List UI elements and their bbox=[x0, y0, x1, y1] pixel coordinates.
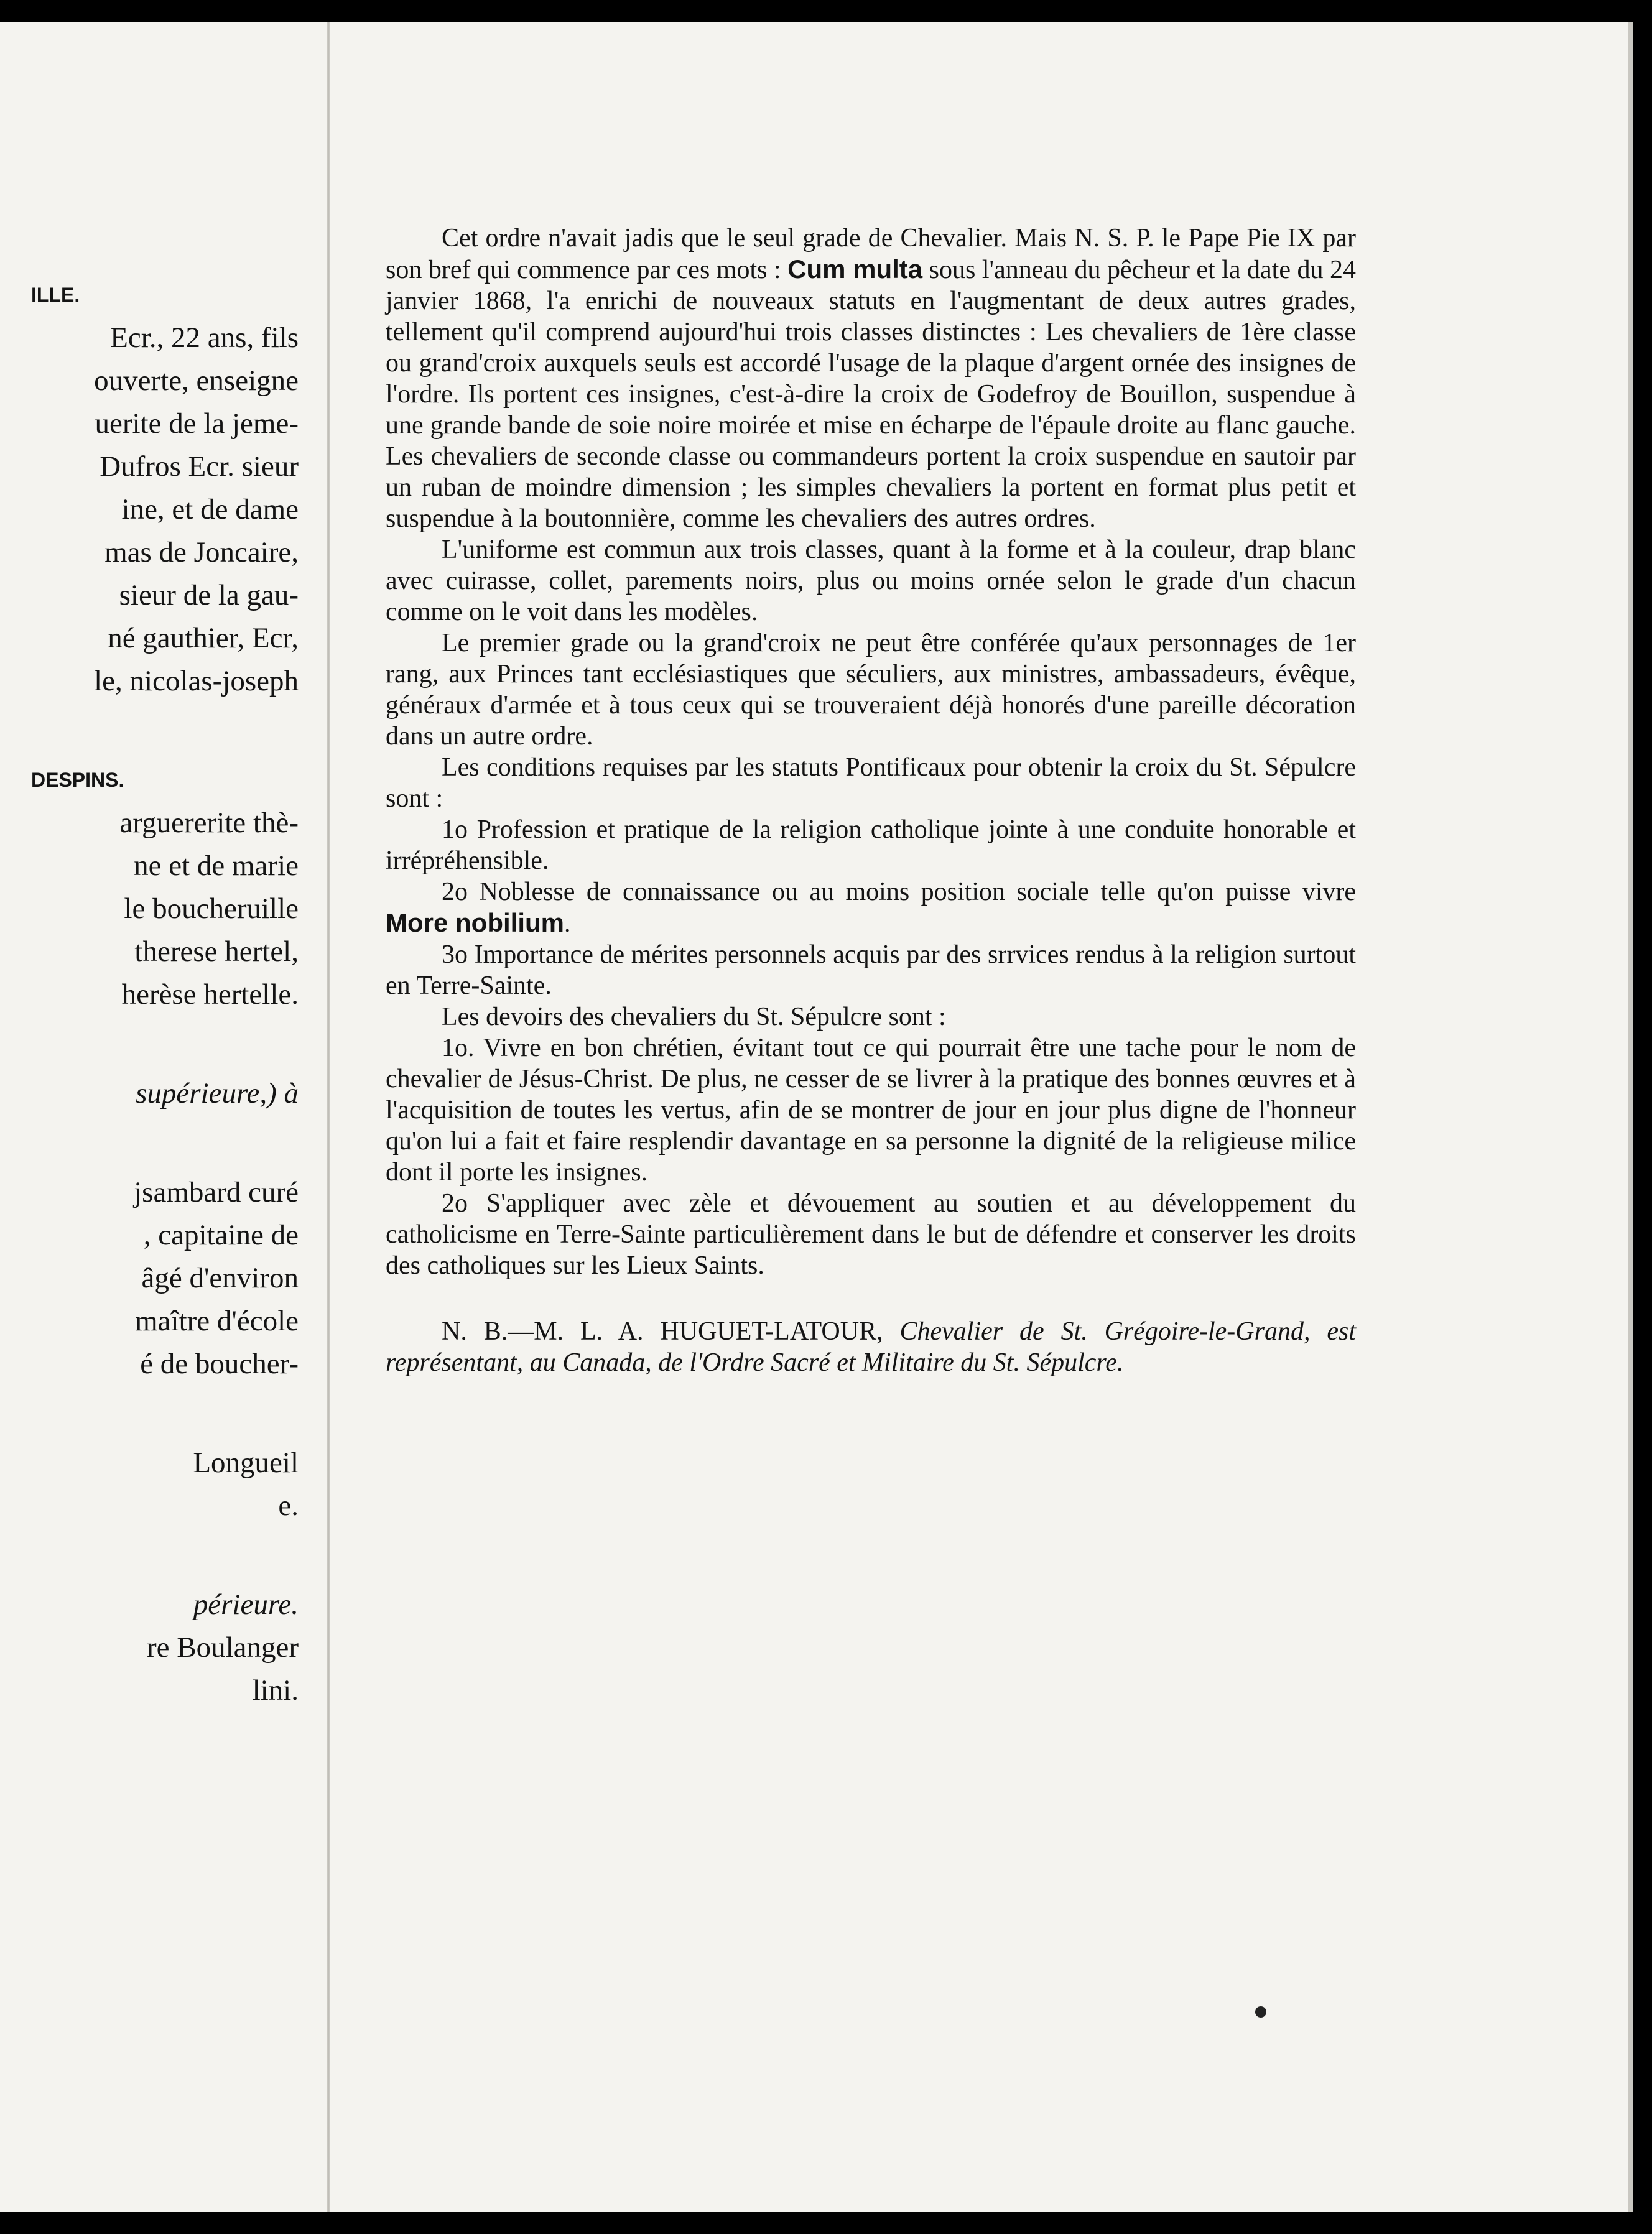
left-line: arguererite thè- bbox=[119, 807, 299, 839]
left-line: ouverte, enseigne bbox=[94, 364, 299, 397]
paragraph: Les conditions requises par les statuts Pontificaux pour obtenir la croix du St. Sépulcre sont : bbox=[386, 753, 1356, 813]
left-line: ne et de marie bbox=[134, 850, 299, 882]
left-line: , capitaine de bbox=[143, 1219, 299, 1251]
paragraph: 1o Profession et pratique de la religion catholique jointe à une conduite honorable et irrépréhensible. bbox=[386, 815, 1356, 875]
left-line: le, nicolas-joseph bbox=[94, 665, 299, 697]
left-line: herèse hertelle. bbox=[121, 978, 299, 1011]
paragraph: 2o Noblesse de connaissance ou au moins position sociale telle qu'on puisse vivre More nobilium. bbox=[386, 878, 1356, 938]
left-line: le boucheruille bbox=[124, 892, 299, 925]
left-heading-2: DESPINS. bbox=[31, 769, 124, 791]
paragraph: Cet ordre n'avait jadis que le seul grade de Chevalier. Mais N. S. P. le Pape Pie IX par son bref qui commence par ces mots : Cum multa sous l'anneau du pêcheur et la date du 24 janvier 1868, l'a enrichi de nouveaux statuts en l'augmentant de deux autres grades, tellement qu'il comprend aujourd'hui trois classes distinctes : Les chevaliers de 1ère classe ou grand'croix auxquels seuls est accordé l'usage de la plaque d'argent ornée des insignes de l'ordre. Ils portent ces insignes, c'est-à-dire la croix de Godefroy de Bouillon, suspendue à une grande bande de soie noire moirée et mise en écharpe de l'épaule droite au flanc gauche. Les chevaliers de seconde classe ou commandeurs portent la croix suspendue en sautoir par un ruban de moindre dimension ; les simples chevaliers la portent en format plus petit et suspendue à la boutonnière, comme les chevaliers des autres ordres. bbox=[386, 224, 1356, 533]
paragraph: Les devoirs des chevaliers du St. Sépulcre sont : bbox=[442, 1003, 946, 1031]
left-line: uerite de la jeme- bbox=[95, 407, 299, 440]
note-italic: Chevalier de St. Grégoire-le-Grand, est représentant, au Canada, de l'Ordre Sacré et Militaire du St. Sépulcre. bbox=[386, 1317, 1356, 1377]
left-line: sieur de la gau- bbox=[119, 579, 299, 611]
left-line: jsambard curé bbox=[134, 1176, 299, 1208]
left-line: re Boulanger bbox=[146, 1631, 299, 1664]
page-fold bbox=[327, 22, 330, 2212]
left-line: therese hertel, bbox=[134, 935, 299, 968]
left-italic-line: supérieure,) à bbox=[136, 1077, 299, 1110]
left-line: e. bbox=[278, 1490, 299, 1522]
note-paragraph: N. B.—M. L. A. HUGUET-LATOUR, Chevalier de St. Grégoire-le-Grand, est représentant, au Canada, de l'Ordre Sacré et Militaire du St. Sépulcre. bbox=[386, 1317, 1356, 1377]
main-text-column bbox=[386, 223, 1356, 1378]
left-line: lini. bbox=[252, 1674, 299, 1707]
left-line: Longueil bbox=[193, 1447, 299, 1479]
left-line: é de boucher- bbox=[140, 1348, 299, 1380]
left-line: ine, et de dame bbox=[121, 493, 299, 526]
paragraph: 1o. Vivre en bon chrétien, évitant tout ce qui pourrait être une tache pour le nom de chevalier de Jésus-Christ. De plus, ne cesser de se livrer à la pratique des bonnes œuvres et à l'acquisition de toutes les vertus, afin de se montrer de jour en jour plus digne de l'honneur qu'on lui a fait et faire resplendir davantage en sa personne la dignité de la religieuse milice dont il porte les insignes. bbox=[386, 1034, 1356, 1187]
paragraph: Le premier grade ou la grand'croix ne peut être conférée qu'aux personnages de 1er rang, aux Princes tant ecclésiastiques que séculiers, aux ministres, ambassadeurs, évêque, généraux d'armée et à tous ceux qui se trouveraient déjà honorés d'une pareille décoration dans un autre ordre. bbox=[386, 629, 1356, 751]
left-heading-1: ILLE. bbox=[31, 284, 80, 306]
left-line: né gauthier, Ecr, bbox=[108, 622, 299, 654]
bold-phrase: More nobilium bbox=[386, 908, 564, 937]
left-line: Dufros Ecr. sieur bbox=[100, 450, 299, 483]
left-line: âgé d'environ bbox=[141, 1262, 299, 1294]
left-line: maître d'école bbox=[135, 1305, 299, 1337]
bold-phrase: Cum multa bbox=[787, 254, 923, 284]
left-line: Ecr., 22 ans, fils bbox=[110, 322, 299, 354]
paragraph: 3o Importance de mérites personnels acquis par des srrvices rendus à la religion surtout en Terre-Sainte. bbox=[386, 940, 1356, 1000]
left-line: mas de Joncaire, bbox=[104, 536, 299, 568]
left-italic-line-2: périeure. bbox=[193, 1588, 299, 1621]
paragraph: 2o S'appliquer avec zèle et dévouement au soutien et au développement du catholicisme en Terre-Sainte particulièrement dans le but de défendre et conserver les droits des catholiques sur les Lieux Saints. bbox=[386, 1189, 1356, 1280]
left-page-fragment bbox=[0, 274, 323, 2139]
ink-spot bbox=[1255, 2006, 1266, 2018]
paragraph: L'uniforme est commun aux trois classes, quant à la forme et à la couleur, drap blanc avec cuirasse, collet, parements noirs, plus ou moins ornée selon le grade d'un chacun comme on le voit dans les modèles. bbox=[386, 535, 1356, 626]
